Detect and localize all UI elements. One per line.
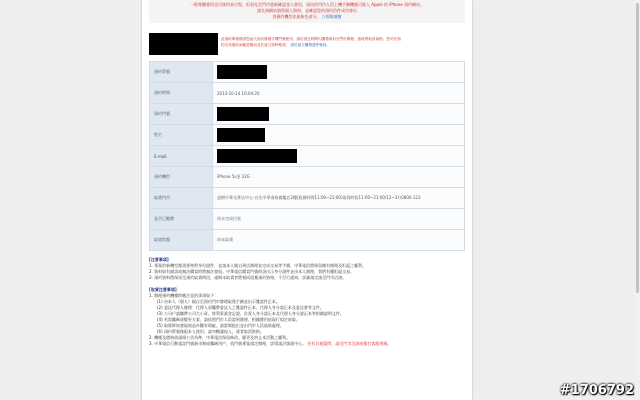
intro-text: 此預約單號僅供您當天到店辦理手機門號使用，請於指定時間內攜帶資料至門市辦理，逾時將取消資格。您可於預約完成後收到確認簡訊並於當日按時報到， 請於當日攜帶證件報到。	[221, 37, 401, 47]
field-value	[213, 104, 465, 125]
reservation-table	[149, 61, 465, 251]
redacted-value	[217, 128, 265, 142]
notes-heading: [注意事項]	[149, 257, 169, 262]
field-label: 取貨狀態	[150, 230, 213, 251]
field-value: iPhone 5s金 32G	[213, 167, 465, 188]
field-label: 姓名	[150, 125, 213, 146]
field-value: 尚未完成付款	[213, 209, 465, 230]
field-label: 取貨門市	[150, 188, 213, 209]
pickup-tail-1: 2. 機種及價格依現場公告為準，中華電信保留修改、變更及終止本活動之權利。	[149, 335, 291, 340]
pickup-item: (5) 取貨時如發現商品外觀有瑕疵，請當場提出並由門市人員協助處理。	[157, 323, 284, 328]
note-item: 2. 資料如有錯誤或無法購買時將無法發放。中華電信購買門號時須出示身分證件並由本人辦理，我們有權拒絕交易。	[149, 269, 355, 274]
field-value: 2013-10-14 16:04:20	[213, 83, 465, 104]
field-label: 預約時間	[150, 83, 213, 104]
table-row	[150, 209, 465, 230]
intro-block	[149, 33, 465, 55]
redacted-value	[217, 149, 297, 163]
field-value: 凌揚中華光華店中心-台北中華南路旗艦店2樓(服務時間11:00~21:00)取貨時段11:00~21:00/12~3月0800-123	[213, 188, 465, 209]
field-label: E-mail	[150, 146, 213, 167]
table-row	[150, 188, 465, 209]
field-value: 尚未取貨	[213, 230, 465, 251]
table-row	[150, 62, 465, 83]
redacted-value	[217, 107, 269, 121]
pickup-intro: 1. 辦理預約機種時應注意的事項如下：	[149, 293, 219, 298]
table-row	[150, 167, 465, 188]
notice-line-1: 一般專櫃會員也可使用本行程，但須先至門市重新確認登入會員，須由於門市人員上機手續機後可進入 Apple 的 iPhone 預約網站。	[190, 2, 424, 7]
redacted-value	[217, 65, 267, 79]
redacted-banner	[149, 33, 218, 55]
table-row	[150, 146, 465, 167]
vertical-scrollbar[interactable]	[635, 0, 640, 400]
page-content	[142, 0, 472, 400]
notice-box	[149, 0, 465, 23]
field-value	[213, 62, 465, 83]
field-label: 預約機型	[150, 167, 213, 188]
pickup-item: (1) 由本人（個人）親自至預約門市辦理取貨手續並出示雙證件正本。	[157, 299, 280, 304]
notice-line-3: 表預約機型非最新色部分。	[272, 14, 321, 19]
pickup-tail-2: 3. 中華電信行動電話門號新申辦或攜碼用戶，依門號專案規定辦理，詳情請洽客服中心。 若有其他疑問，請至門市洽詢或撥打客服專線。	[149, 341, 392, 346]
table-row	[150, 83, 465, 104]
notice-link[interactable]: 立即取號窗	[321, 14, 342, 19]
pickup-item: (4) 若需攜碼或變更方案，請依照門市人員說明辦理，相關費用依現行規定收取。	[157, 317, 300, 322]
field-label: 預約單號	[150, 62, 213, 83]
table-row	[150, 125, 465, 146]
notes-section	[149, 257, 465, 347]
pickup-tail-red: 若有其他疑問，請至門市洽詢或撥打客服專線。	[307, 341, 392, 346]
field-label: 預約門號	[150, 104, 213, 125]
note-item: 3. 預約資料將保留至預約取貨時段，逾期未取貨者將視同放棄預約資格，不另行通知，詳細規定請至門市洽詢。	[149, 275, 347, 280]
field-value	[213, 146, 465, 167]
pickup-item: (3) 公司戶請攜帶公司大小章、營利事業登記證、負責人身分證正本及代理人身分證正本等相關證明文件。	[157, 311, 344, 316]
watermark: #1706792	[559, 383, 634, 398]
note-item: 1. 專案的新機型都需要核對身份證件，並請本人親自到店辦理並完成交易等手續，中華電信將保留擁有辦理及拒絕之權利。	[149, 263, 367, 268]
pickup-item: (2) 委託代理人辦理：代理人須攜帶委託人之雙證件正本、代理人身分證正本及委託書等文件。	[157, 305, 324, 310]
table-row	[150, 104, 465, 125]
field-label: 是否已繳費	[150, 209, 213, 230]
field-value	[213, 125, 465, 146]
notice-line-2: 請先到網站填寫個人資料，並確認您的預約信件成功寄出	[257, 8, 357, 13]
scrollbar-thumb[interactable]	[636, 3, 639, 293]
pickup-item: (6) 預約單號僅限本人使用，請勿轉讓他人，違者取消資格。	[157, 329, 264, 334]
pickup-heading: [取貨注意事項]	[149, 287, 177, 292]
table-row	[150, 230, 465, 251]
